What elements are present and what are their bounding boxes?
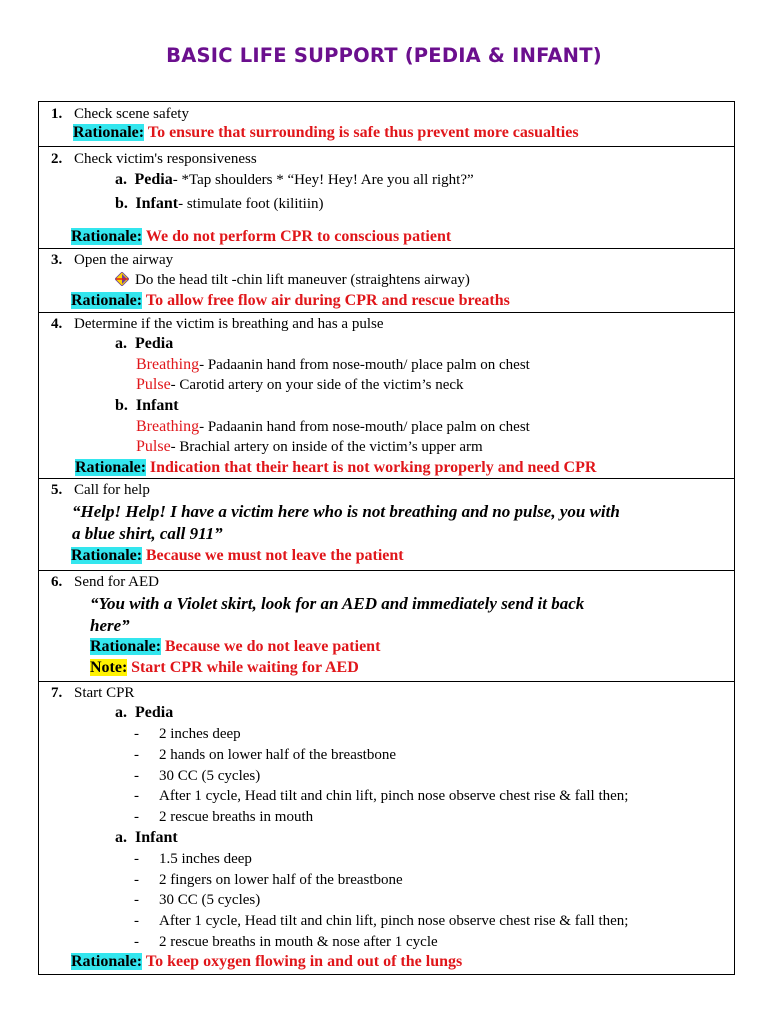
list-dash: - xyxy=(134,851,139,867)
step-row-1 xyxy=(39,102,735,147)
list-item: After 1 cycle, Head tilt and chin lift, pinch nose observe chest rise & fall then; xyxy=(159,913,629,929)
rationale-label: Rationale: xyxy=(71,228,143,245)
breathing-label: Breathing xyxy=(136,356,200,373)
list-dash: - xyxy=(134,768,139,784)
sub-letter: a. xyxy=(115,171,127,188)
document-title: BASIC LIFE SUPPORT (PEDIA & INFANT) xyxy=(166,44,602,67)
step-text: Determine if the victim is breathing and has a pulse xyxy=(74,316,384,332)
list-dash: - xyxy=(134,934,139,950)
breathing-label: Breathing xyxy=(136,418,200,435)
sub-item-a xyxy=(115,335,173,353)
diamond-arrow-bullet-icon xyxy=(115,272,129,286)
step-number: 4. xyxy=(51,316,63,332)
rationale-label: Rationale: xyxy=(71,547,143,564)
rationale-line xyxy=(71,228,451,246)
pulse-line xyxy=(136,376,464,394)
pulse-text: - Carotid artery on your side of the victim’s neck xyxy=(170,377,464,393)
step-row-4 xyxy=(39,313,735,479)
list-item: 2 hands on lower half of the breastbone xyxy=(159,747,397,763)
step-number: 6. xyxy=(51,574,63,590)
step-number: 2. xyxy=(51,151,63,167)
sub-label: Pedia xyxy=(135,335,174,352)
help-quote-line-2: a blue shirt, call 911” xyxy=(72,524,223,543)
step-row-7 xyxy=(39,682,735,975)
step-text: Start CPR xyxy=(74,685,135,701)
sub-item-pedia xyxy=(115,704,173,722)
list-item: 1.5 inches deep xyxy=(159,851,252,867)
sub-item-b xyxy=(115,397,179,415)
rationale-label: Rationale: xyxy=(75,459,147,476)
step-text: Open the airway xyxy=(74,252,174,268)
list-item: 2 inches deep xyxy=(159,726,241,742)
rationale-label: Rationale: xyxy=(90,638,162,655)
step-text: Check victim's responsiveness xyxy=(74,151,257,167)
rationale-label: Rationale: xyxy=(71,292,143,309)
sub-label: Infant xyxy=(135,195,179,212)
sub-item-a xyxy=(115,171,474,189)
list-item: 2 rescue breaths in mouth xyxy=(159,809,314,825)
bls-steps-table xyxy=(38,101,735,975)
note-text: Start CPR while waiting for AED xyxy=(131,659,359,676)
note-label: Note: xyxy=(90,659,128,676)
step-number: 5. xyxy=(51,482,63,498)
rationale-line xyxy=(75,459,596,477)
rationale-text: Because we do not leave patient xyxy=(164,638,381,655)
step-row-3 xyxy=(39,249,735,313)
rationale-text: Indication that their heart is not working properly and need CPR xyxy=(149,459,597,476)
sub-letter: a. xyxy=(115,704,127,721)
rationale-label: Rationale: xyxy=(71,953,143,970)
list-item: After 1 cycle, Head tilt and chin lift, pinch nose observe chest rise & fall then; xyxy=(159,788,629,804)
breathing-text: - Padaanin hand from nose-mouth/ place palm on chest xyxy=(199,357,530,373)
list-dash: - xyxy=(134,809,139,825)
rationale-text: Because we must not leave the patient xyxy=(145,547,404,564)
list-dash: - xyxy=(134,913,139,929)
list-item: 30 CC (5 cycles) xyxy=(159,892,261,908)
bullet-text: Do the head tilt -chin lift maneuver (straightens airway) xyxy=(135,272,470,288)
rationale-line xyxy=(71,292,510,310)
rationale-text: To ensure that surrounding is safe thus prevent more casualties xyxy=(147,124,579,141)
breathing-text: - Padaanin hand from nose-mouth/ place palm on chest xyxy=(199,419,530,435)
sub-text: - *Tap shoulders * “Hey! Hey! Are you all right?” xyxy=(172,172,474,188)
sub-label: Pedia xyxy=(135,704,174,721)
list-dash: - xyxy=(134,788,139,804)
sub-label: Infant xyxy=(135,829,178,846)
sub-letter: a. xyxy=(115,829,127,846)
step-text: Call for help xyxy=(74,482,150,498)
sub-text: - stimulate foot (kilitiin) xyxy=(178,196,324,212)
aed-quote-line-1: “You with a Violet skirt, look for an AED and immediately send it back xyxy=(90,594,585,613)
list-dash: - xyxy=(134,747,139,763)
sub-letter: a. xyxy=(115,335,127,352)
rationale-line xyxy=(71,953,462,971)
rationale-text: To allow free flow air during CPR and rescue breaths xyxy=(145,292,510,309)
rationale-text: We do not perform CPR to conscious patient xyxy=(145,228,452,245)
note-line xyxy=(90,659,359,677)
pulse-line xyxy=(136,438,483,456)
rationale-line xyxy=(71,547,404,565)
pulse-label: Pulse xyxy=(136,376,171,393)
step-text: Send for AED xyxy=(74,574,159,590)
bullet-item xyxy=(115,271,470,289)
breathing-line xyxy=(136,418,530,436)
step-row-6 xyxy=(39,571,735,682)
rationale-line xyxy=(73,124,579,142)
help-quote-line-1: “Help! Help! I have a victim here who is not breathing and no pulse, you with xyxy=(72,502,620,521)
step-number: 1. xyxy=(51,106,63,122)
list-dash: - xyxy=(134,892,139,908)
aed-quote-line-2: here” xyxy=(90,616,130,635)
rationale-line xyxy=(90,638,380,656)
list-dash: - xyxy=(134,872,139,888)
list-item: 30 CC (5 cycles) xyxy=(159,768,261,784)
rationale-label: Rationale: xyxy=(73,124,145,141)
pulse-text: - Brachial artery on inside of the victim’s upper arm xyxy=(170,439,483,455)
step-text: Check scene safety xyxy=(74,106,189,122)
sub-item-infant xyxy=(115,829,178,847)
sub-item-b xyxy=(115,195,324,213)
step-number: 7. xyxy=(51,685,63,701)
pulse-label: Pulse xyxy=(136,438,171,455)
step-row-5 xyxy=(39,479,735,571)
sub-label: Infant xyxy=(135,397,179,414)
list-item: 2 rescue breaths in mouth & nose after 1 cycle xyxy=(159,934,438,950)
step-row-2 xyxy=(39,147,735,249)
sub-letter: b. xyxy=(115,195,128,212)
breathing-line xyxy=(136,356,530,374)
rationale-text: To keep oxygen flowing in and out of the lungs xyxy=(145,953,463,970)
list-item: 2 fingers on lower half of the breastbone xyxy=(159,872,403,888)
list-dash: - xyxy=(134,726,139,742)
sub-label: Pedia xyxy=(134,171,173,188)
step-number: 3. xyxy=(51,252,63,268)
sub-letter: b. xyxy=(115,397,128,414)
